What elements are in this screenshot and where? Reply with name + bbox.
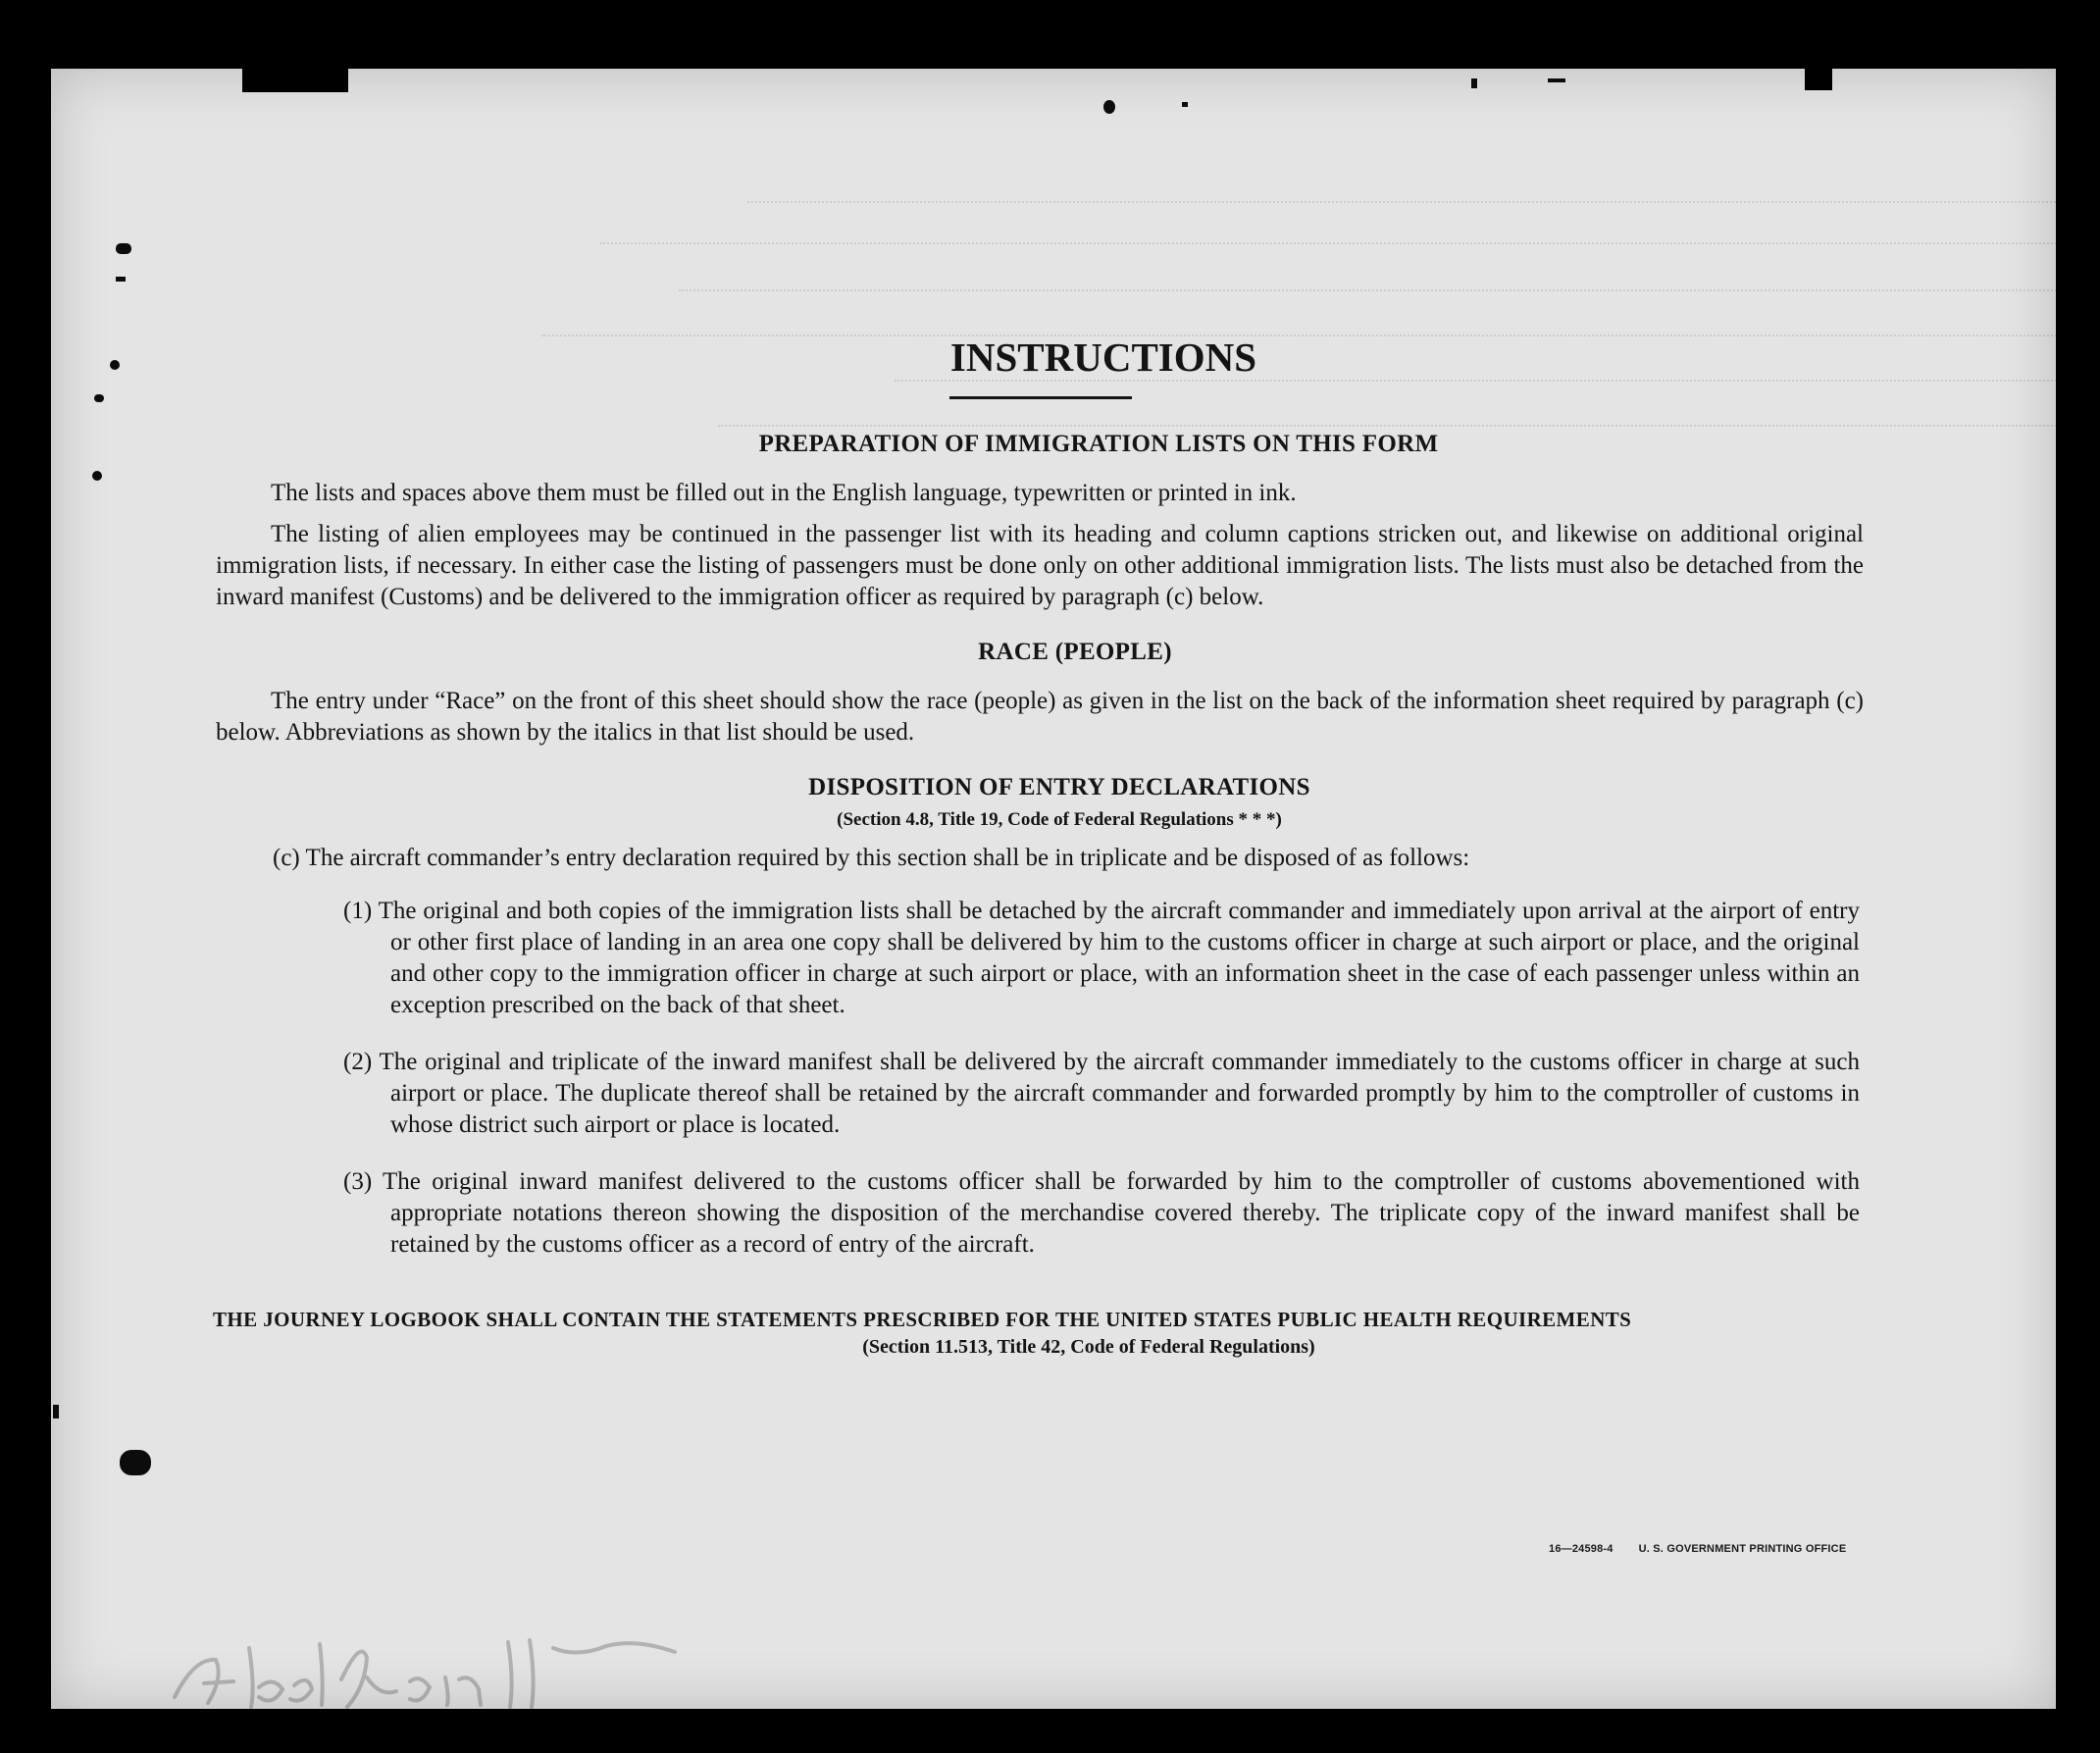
paper-sheet <box>51 69 2056 1709</box>
binding-hole-mark <box>116 277 126 282</box>
disposition-heading: DISPOSITION OF ENTRY DECLARATIONS <box>808 774 1310 800</box>
torn-edge-mark <box>242 65 348 92</box>
binding-hole-mark <box>92 471 102 481</box>
binding-hole-mark <box>53 1405 59 1418</box>
clause-c: (c) The aircraft commander’s entry declaration required by this section shall be in triplicate and be disposed of as follows: <box>273 845 1470 871</box>
binding-hole-mark <box>116 243 131 254</box>
handwritten-signature <box>165 1619 685 1727</box>
binding-hole-mark <box>110 360 120 370</box>
instructions-document <box>213 332 1864 1359</box>
preparation-paragraph: The lists and spaces above them must be filled out in the English language, typewritten or printed in ink. <box>271 480 1297 506</box>
ink-speck <box>1103 100 1115 114</box>
clause-item: (2) The original and triplicate of the inward manifest shall be delivered by the aircraft commander immediately to the customs officer in charge at such airport or place. The duplicate thereof shall be retained by the aircraft commander and forwarded promptly by him to the comptroller of customs in whose district such airport or place is located. <box>343 1049 1860 1138</box>
ink-speck <box>1471 78 1477 88</box>
printer-imprint <box>1549 1543 1871 1555</box>
page-title: INSTRUCTIONS <box>949 335 1257 380</box>
disposition-citation: (Section 4.8, Title 19, Code of Federal Regulations * * *) <box>837 809 1282 830</box>
binding-hole-mark <box>94 394 104 402</box>
race-heading: RACE (PEOPLE) <box>978 639 1172 665</box>
race-paragraph: The entry under “Race” on the front of this sheet should show the race (people) as given in the list on the back of the information sheet required by paragraph (c) below. Abbreviations as shown by the italics in that list should be used. <box>216 688 1864 746</box>
preparation-paragraph: The listing of alien employees may be continued in the passenger list with its heading and column captions stricken out, and likewise on additional original immigration lists, if necessary. In either case the listing of passengers must be done only on other additional immigration lists. The lists must also be detached from the inward manifest (Customs) and be delivered to the immigration officer as required by paragraph (c) below. <box>216 521 1864 610</box>
printer-name: U. S. GOVERNMENT PRINTING OFFICE <box>1638 1543 1847 1555</box>
clause-item: (1) The original and both copies of the immigration lists shall be detached by the aircraft commander and immediately upon arrival at the airport of entry or other first place of landing in an area one copy shall be delivered by him to the customs officer in charge at such airport or place, and the original and other copy to the immigration officer in charge at such airport or place, with an information sheet in the case of each passenger unless within an exception prescribed on the back of that sheet. <box>343 898 1860 1018</box>
form-number: 16—24598-4 <box>1549 1543 1613 1555</box>
ink-speck <box>1548 78 1565 82</box>
binding-hole-mark <box>120 1450 151 1475</box>
ink-speck <box>1182 102 1188 107</box>
clause-item: (3) The original inward manifest delivered to the customs officer shall be forwarded by him to the comptroller of customs abovementioned with appropriate notations thereon showing the disposition of the merchandise covered thereby. The triplicate copy of the inward manifest shall be retained by the customs officer as a record of entry of the aircraft. <box>343 1168 1860 1258</box>
logbook-citation: (Section 11.513, Title 42, Code of Federal Regulations) <box>862 1336 1315 1358</box>
logbook-statement: THE JOURNEY LOGBOOK SHALL CONTAIN THE STATEMENTS PRESCRIBED FOR THE UNITED STATES PUBLIC HEALTH REQUIREMENTS <box>213 1308 1632 1331</box>
preparation-heading: PREPARATION OF IMMIGRATION LISTS ON THIS FORM <box>758 431 1439 457</box>
torn-edge-mark <box>1805 39 1832 90</box>
title-underline <box>949 396 1132 399</box>
